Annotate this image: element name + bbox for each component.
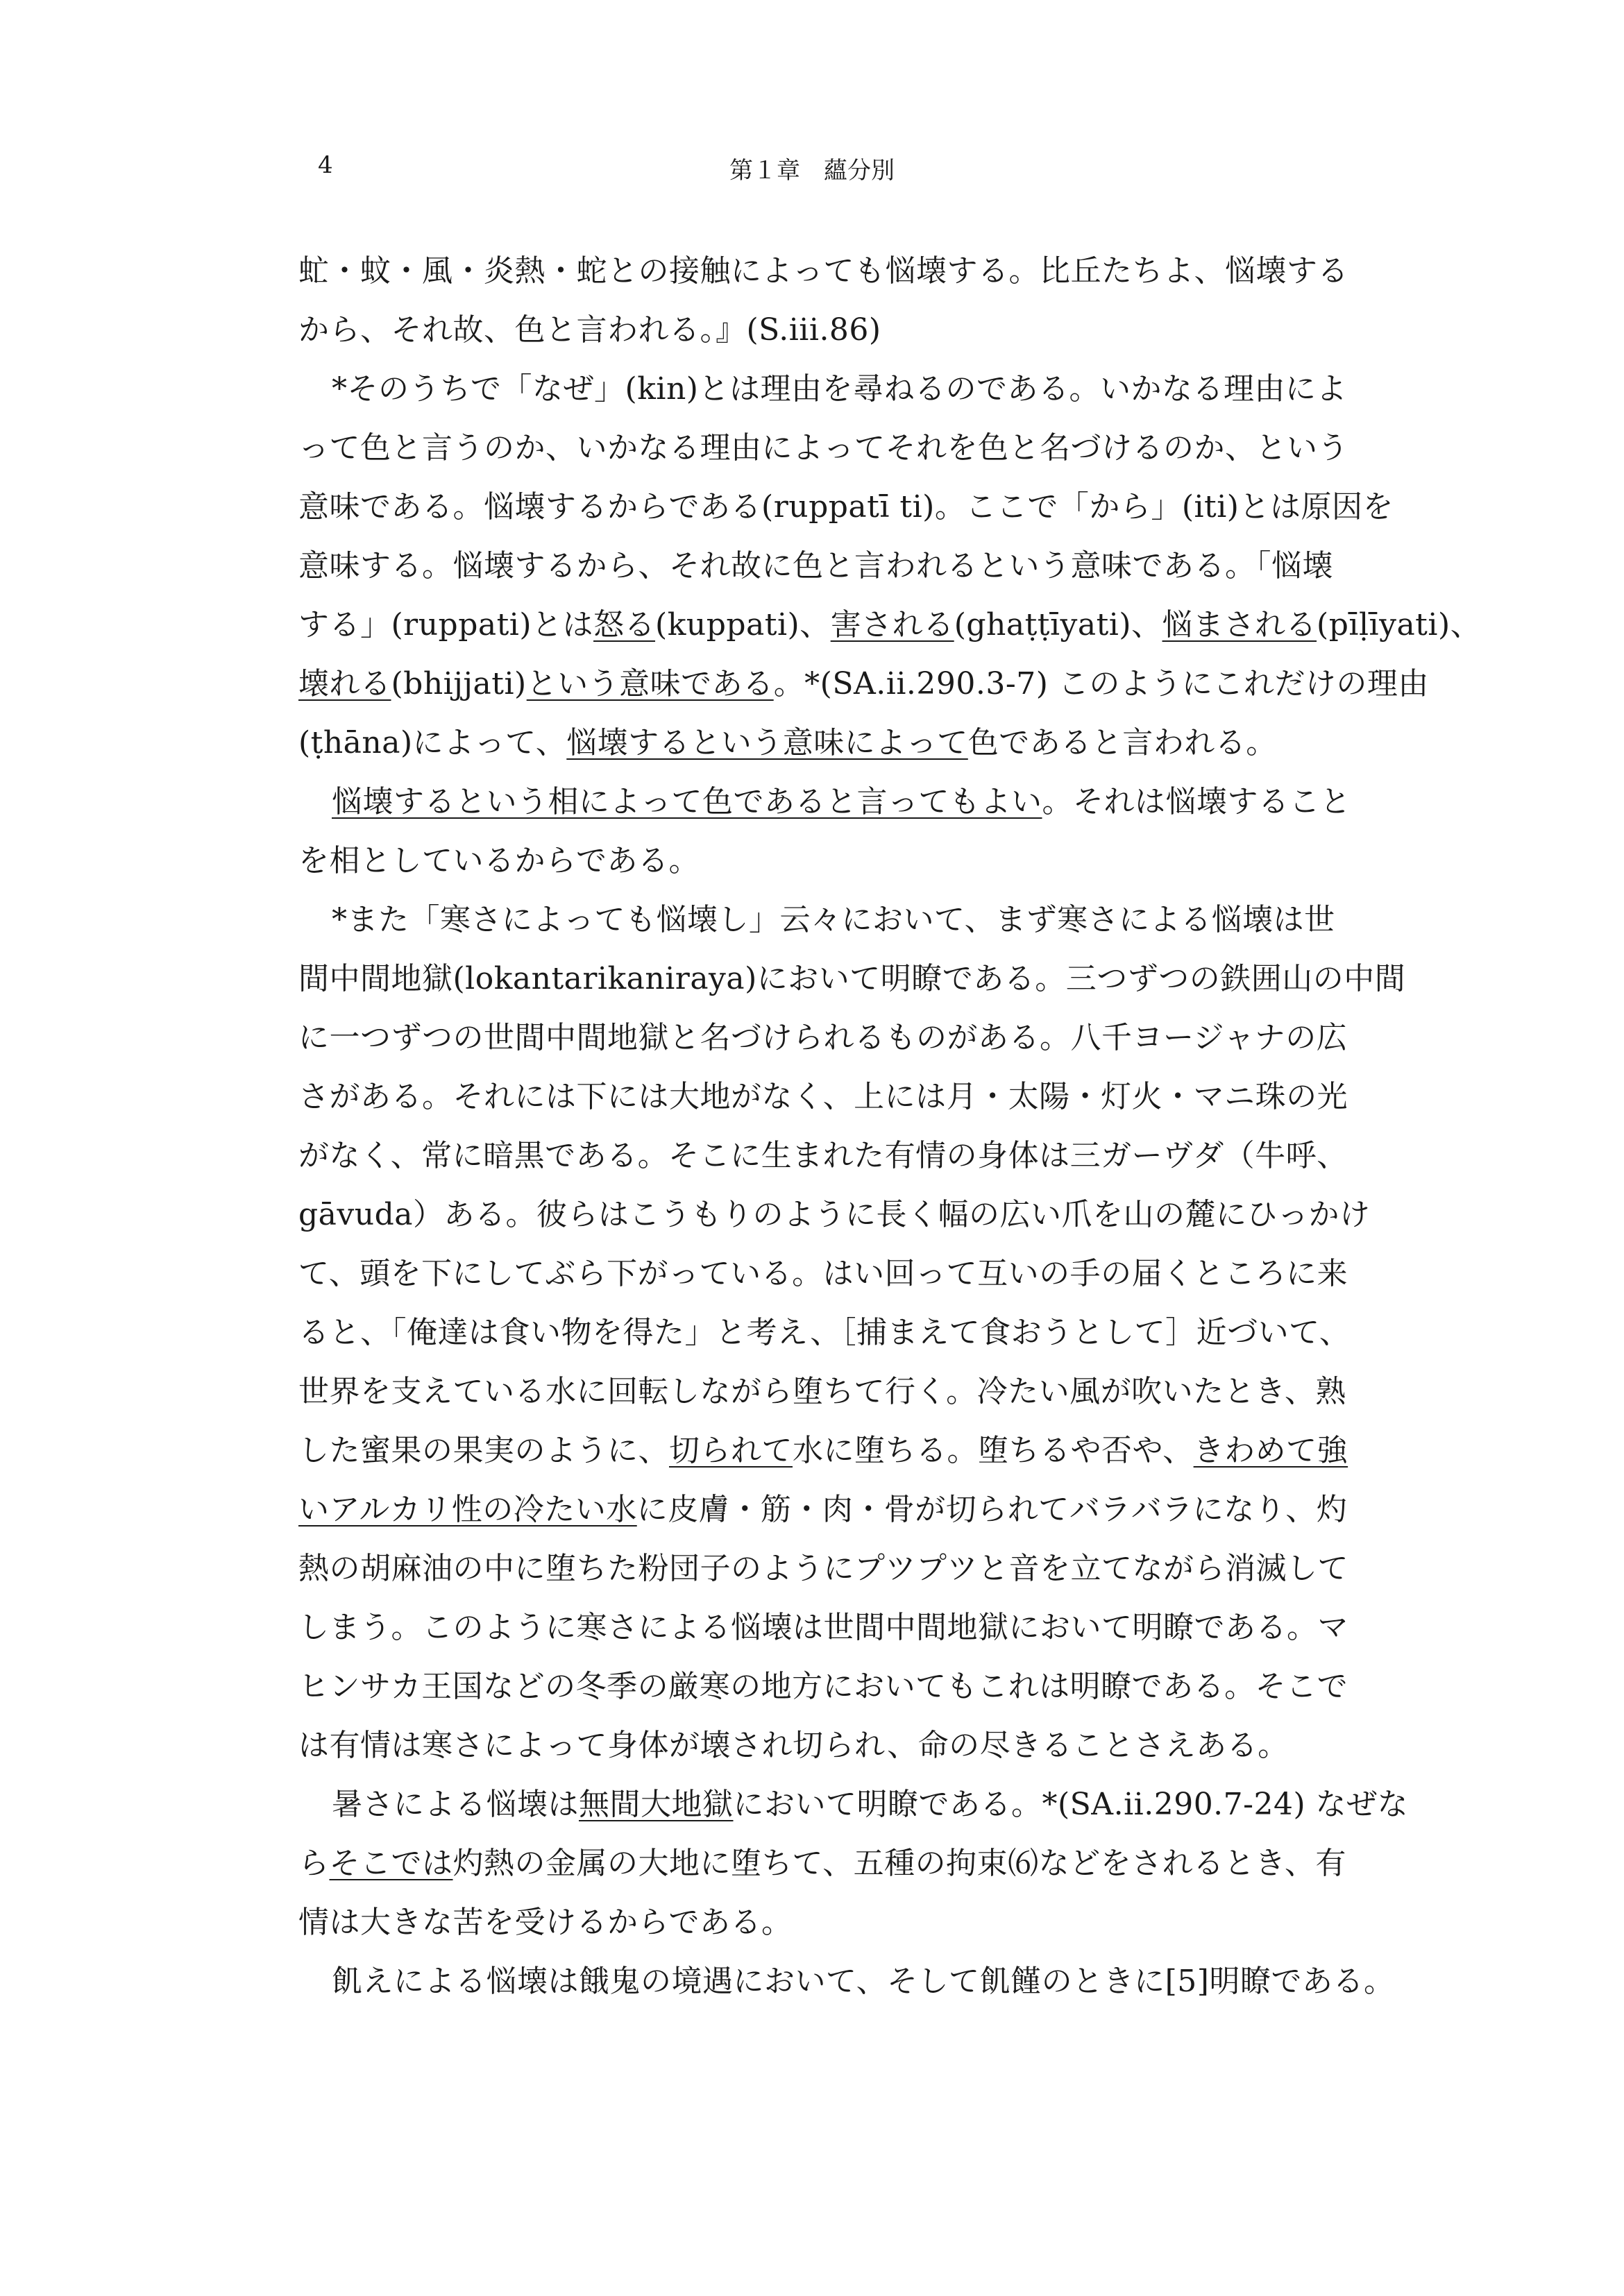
text-line: [298, 1775, 1478, 1834]
text-segment: において明瞭である。*(SA.ii.290.7-24) なぜな: [733, 1787, 1409, 1822]
text-segment: (ṭhāna)によって、: [298, 725, 567, 760]
text-line: [298, 1893, 1478, 1952]
text-line: [298, 1952, 1478, 2011]
text-line: [298, 241, 1478, 300]
text-line: [298, 1657, 1478, 1716]
text-line: [298, 477, 1478, 536]
underlined-text: 無間大地獄: [579, 1787, 734, 1822]
text-segment: 世界を支えている水に回転しながら堕ちて行く。冷たい風が吹いたとき、熟: [298, 1374, 1346, 1409]
text-line: [298, 1126, 1478, 1185]
text-line: [298, 831, 1478, 890]
text-line: [298, 536, 1478, 595]
text-segment: 水に堕ちる。堕ちるや否や、: [793, 1433, 1194, 1468]
text-line: [298, 359, 1478, 418]
text-segment: *そのうちで「なぜ」(kin)とは理由を尋ねるのである。いかなる理由によ: [332, 371, 1347, 407]
underlined-text: 害される: [830, 607, 954, 643]
text-line: [298, 1362, 1478, 1421]
text-segment: gāvuda）ある。彼らはこうもりのように長く幅の広い爪を山の麓にひっかけ: [298, 1197, 1371, 1232]
body-text: [298, 241, 1482, 2011]
text-segment: 情は大きな苦を受けるからである。: [298, 1905, 793, 1940]
underlined-text: きわめて強: [1193, 1433, 1348, 1468]
text-segment: (ghaṭṭīyati)、: [954, 607, 1162, 643]
chapter-title: 第１章 蘊分別: [729, 157, 895, 185]
text-line: [298, 949, 1478, 1008]
underlined-text: 壊れる: [298, 666, 391, 701]
text-line: [298, 1244, 1478, 1303]
text-line: [298, 772, 1478, 831]
text-segment: て、頭を下にしてぶら下がっている。はい回って互いの手の届くところに来: [298, 1256, 1348, 1291]
text-segment: 灼熱の金属の大地に堕ちて、五種の拘束⑹などをされるとき、有: [452, 1846, 1346, 1881]
text-line: [298, 654, 1478, 713]
text-line: [298, 595, 1482, 654]
text-segment: 飢えによる悩壊は餓鬼の境遇において、そして飢饉のときに[5]明瞭である。: [332, 1964, 1395, 1999]
text-segment: に一つずつの世間中間地獄と名づけられるものがある。八千ヨージャナの広: [298, 1020, 1348, 1055]
text-segment: から、それ故、色と言われる。』(S.iii.86): [298, 312, 881, 348]
text-segment: しまう。このように寒さによる悩壊は世間中間地獄において明瞭である。マ: [298, 1610, 1348, 1645]
text-line: [298, 890, 1478, 949]
underlined-text: 悩壊するという意味によって: [566, 725, 968, 760]
text-line: [298, 1834, 1478, 1893]
text-line: [298, 418, 1478, 477]
text-segment: ヒンサカ王国などの冬季の厳寒の地方においてもこれは明瞭である。そこで: [298, 1669, 1348, 1704]
text-line: [298, 1008, 1478, 1067]
text-segment: は有情は寒さによって身体が壊され切られ、命の尽きることさえある。: [298, 1728, 1289, 1763]
text-segment: 意味する。悩壊するから、それ故に色と言われるという意味である。「悩壊: [298, 548, 1333, 584]
text-segment: (bhijjati): [391, 666, 527, 701]
text-segment: する」(ruppati)とは: [298, 607, 594, 643]
page-number: 4: [318, 151, 333, 179]
underlined-text: いアルカリ性の冷たい水: [298, 1492, 637, 1527]
underlined-text: 切られて: [669, 1433, 793, 1468]
text-segment: ると、「俺達は食い物を得た」と考え、［捕まえて食おうとして］近づいて、: [298, 1315, 1351, 1350]
text-segment: ら: [298, 1846, 330, 1881]
text-line: [298, 1716, 1478, 1775]
running-header: [0, 151, 1624, 193]
text-segment: 熱の胡麻油の中に堕ちた粉団子のようにプツプツと音を立てながら消滅して: [298, 1551, 1348, 1586]
text-line: [298, 1067, 1478, 1126]
text-segment: さがある。それには下には大地がなく、上には月・太陽・灯火・マニ珠の光: [298, 1079, 1348, 1114]
underlined-text: という意味である: [526, 666, 774, 701]
underlined-text: 悩まされる: [1162, 607, 1317, 643]
text-segment: (kuppati)、: [655, 607, 831, 643]
text-segment: 間中間地獄(lokantarikaniraya)において明瞭である。三つずつの鉄囲山の中間: [298, 961, 1406, 996]
text-segment: *また「寒さによっても悩壊し」云々において、まず寒さによる悩壊は世: [332, 902, 1335, 937]
underlined-text: そこでは: [329, 1846, 453, 1881]
text-segment: した蜜果の果実のように、: [298, 1433, 669, 1468]
underlined-text: 悩壊するという相によって色であると言ってもよい: [332, 784, 1042, 819]
text-segment: 。*(SA.ii.290.3-7) このようにこれだけの理由: [773, 666, 1429, 701]
text-line: [298, 1480, 1478, 1539]
text-segment: って色と言うのか、いかなる理由によってそれを色と名づけるのか、という: [298, 430, 1348, 466]
text-line: [298, 713, 1478, 772]
text-segment: (pīḷīyati)、: [1317, 607, 1482, 643]
text-segment: 暑さによる悩壊は: [332, 1787, 579, 1822]
text-line: [298, 1539, 1478, 1598]
text-segment: 虻・蚊・風・炎熱・蛇との接触によっても悩壊する。比丘たちよ、悩壊する: [298, 253, 1348, 289]
text-segment: 。それは悩壊すること: [1042, 784, 1351, 819]
text-line: [298, 1421, 1478, 1480]
text-segment: がなく、常に暗黒である。そこに生まれた有情の身体は三ガーヴダ（牛呼、: [298, 1138, 1348, 1173]
text-line: [298, 300, 1478, 359]
underlined-text: 怒る: [593, 607, 656, 643]
text-segment: 意味である。悩壊するからである(ruppatī ti)。ここで「から」(iti)とは原因を: [298, 489, 1394, 525]
text-segment: 色であると言われる。: [967, 725, 1277, 760]
text-segment: を相としているからである。: [298, 843, 700, 878]
text-line: [298, 1598, 1478, 1657]
text-line: [298, 1185, 1478, 1244]
text-line: [298, 1303, 1478, 1362]
text-segment: に皮膚・筋・肉・骨が切られてバラバラになり、灼: [636, 1492, 1348, 1527]
